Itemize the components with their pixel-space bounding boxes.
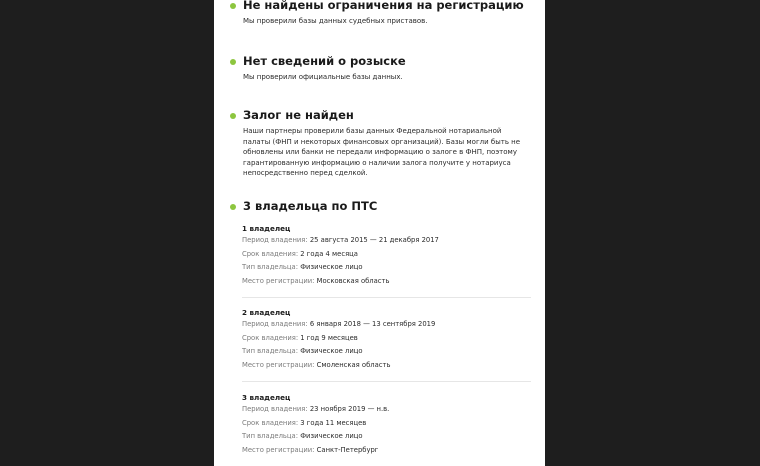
owner-card-3 xyxy=(242,393,532,458)
bullet-icon xyxy=(230,3,236,9)
owner-type: Тип владельца: Физическое лицо xyxy=(242,347,363,356)
owner-duration: Срок владения: 2 года 4 месяца xyxy=(242,249,358,258)
owner-type: Тип владельца: Физическое лицо xyxy=(242,432,363,441)
owners-title: 3 владельца по ПТС xyxy=(243,199,378,213)
wanted-section xyxy=(230,54,530,83)
pledge-desc: Наши партнеры проверили базы данных Федеральной нотариальной палаты (ФНП и некоторых финансовых организаций). Базы могли быть не обновлены или банки не передали информацию о залоге в ФНП, поэтому гарантированную информацию о наличии залога получите у нотариуса непосредственно перед сделкой. xyxy=(243,127,521,177)
owner-period: Период владения: 23 ноября 2019 — н.в. xyxy=(242,405,390,413)
divider xyxy=(242,297,531,298)
owner-card-1 xyxy=(242,224,532,289)
owner-title: 3 владелец xyxy=(242,393,291,402)
owner-period: Период владения: 25 августа 2015 — 21 декабря 2017 xyxy=(242,236,439,244)
owner-type: Тип владельца: Физическое лицо xyxy=(242,263,363,272)
owner-duration: Срок владения: 3 года 11 месяцев xyxy=(242,418,367,427)
pledge-section xyxy=(230,108,530,179)
owner-period: Период владения: 6 января 2018 — 13 сентября 2019 xyxy=(242,320,436,328)
pledge-title: Залог не найден xyxy=(243,108,354,122)
owner-place: Место регистрации: Московская область xyxy=(242,277,390,286)
owner-duration: Срок владения: 1 год 9 месяцев xyxy=(242,333,358,342)
report-card xyxy=(214,0,545,466)
owner-card-2 xyxy=(242,308,532,373)
bullet-icon xyxy=(230,59,236,65)
restrictions-title: Не найдены ограничения на регистрацию xyxy=(243,0,524,12)
owner-place: Место регистрации: Санкт-Петербург xyxy=(242,446,379,455)
owner-place: Место регистрации: Смоленская область xyxy=(242,361,391,370)
divider xyxy=(242,381,531,382)
restrictions-desc: Мы проверили базы данных судебных приставов. xyxy=(243,17,428,25)
restrictions-section xyxy=(230,0,530,27)
owner-title: 1 владелец xyxy=(242,224,291,233)
wanted-desc: Мы проверили официальные базы данных. xyxy=(243,73,403,81)
bullet-icon xyxy=(230,113,236,119)
bullet-icon xyxy=(230,204,236,210)
owner-title: 2 владелец xyxy=(242,308,291,317)
wanted-title: Нет сведений о розыске xyxy=(243,54,406,68)
owners-section xyxy=(230,199,530,214)
